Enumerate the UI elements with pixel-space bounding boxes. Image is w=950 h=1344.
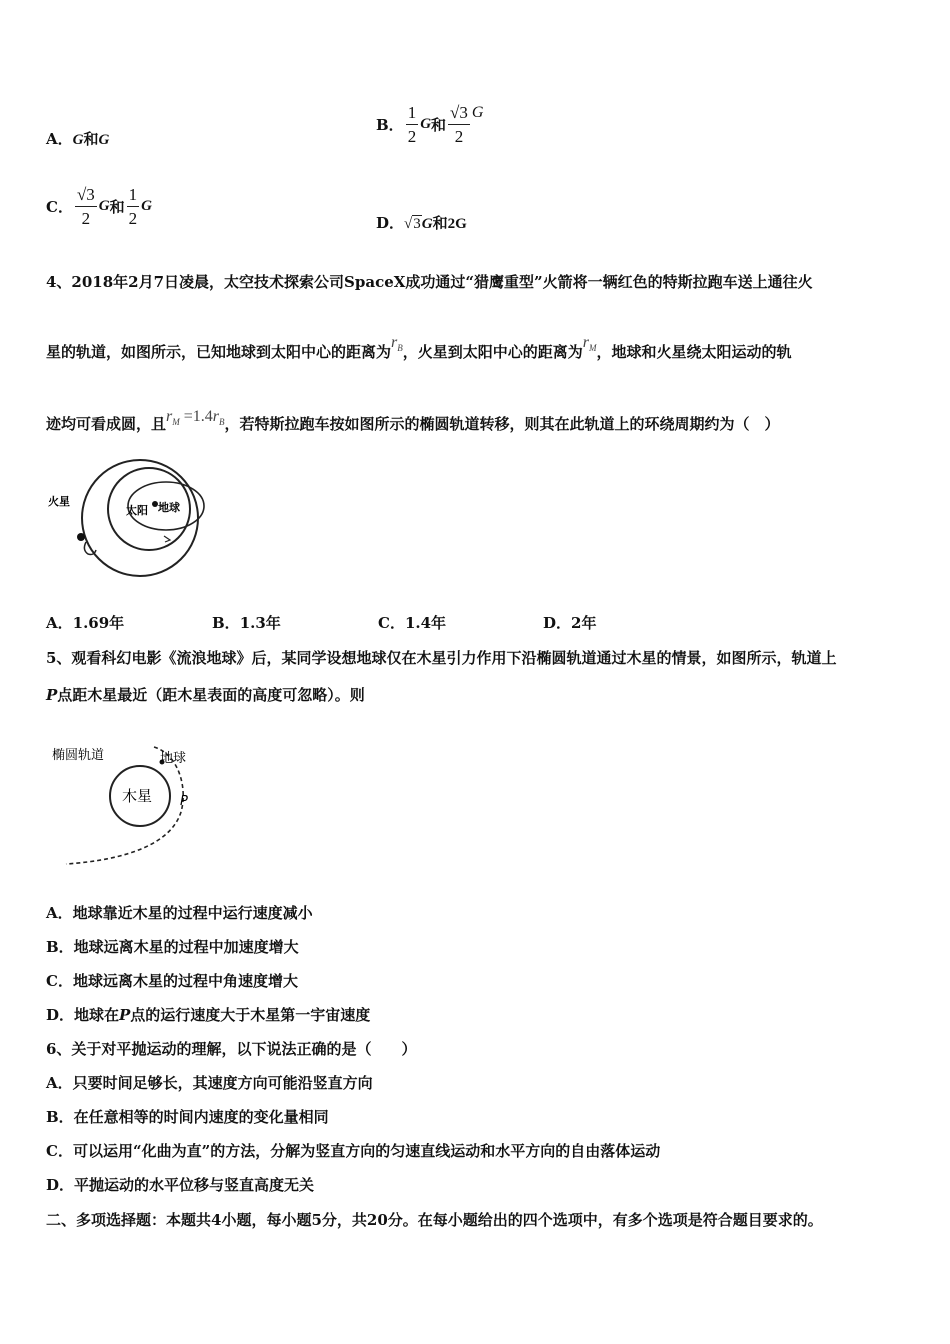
q3-option-d: D．√3G和2G [376, 214, 467, 232]
q6-stem: 6、关于对平抛运动的理解，以下说法正确的是（ ） [46, 1040, 417, 1058]
equation-rm-rb: $r_M =1.4r_B$ [166, 408, 225, 428]
symbol-rb: $r_B$ [391, 334, 403, 354]
q3-option-a: A．G和G [46, 130, 110, 148]
q5-stem-line2: P点距木星最近（距木星表面的高度可忽略）。则 [46, 686, 365, 704]
q6-option-b: B．在任意相等的时间内速度的变化量相同 [46, 1108, 329, 1126]
label-orbit: 椭圆轨道 [52, 748, 105, 763]
orbit-figure [46, 458, 206, 583]
q4-option-a: A．1.69年 [46, 614, 125, 632]
q5-option-b: B．地球远离木星的过程中加速度增大 [46, 938, 299, 956]
q6-option-a: A．只要时间足够长，其速度方向可能沿竖直方向 [46, 1074, 373, 1092]
q4-stem-line1: 4、2018年2月7日凌晨，太空技术探索公司SpaceX成功通过“猎鹰重型”火箭将一辆红色的特斯拉跑车送上通往火 [46, 273, 813, 291]
jupiter-figure [46, 732, 206, 872]
q4-option-d: D．2年 [543, 614, 597, 632]
q5-option-c: C．地球远离木星的过程中角速度增大 [46, 972, 298, 990]
section-heading: 二、多项选择题：本题共4小题，每小题5分，共20分。在每小题给出的四个选项中，有多个选项是符合题目要求的。 [46, 1211, 823, 1229]
q5-stem-line1: 5、观看科幻电影《流浪地球》后，某同学设想地球仅在木星引力作用下沿椭圆轨道通过木星的情景，如图所示，轨道上 [46, 649, 837, 667]
arrow-mark [164, 536, 170, 542]
q4-stem-line3: 迹均可看成圆，且$r_M =1.4r_B$，若特斯拉跑车按如图所示的椭圆轨道转移，则其在此轨道上的环绕周期约为（ ） [46, 408, 780, 433]
symbol-rm: $r_M$ [582, 334, 597, 354]
q5-option-d: D．地球在P点的运行速度大于木星第一宇宙速度 [46, 1006, 371, 1024]
q6-option-c: C．可以运用“化曲为直”的方法，分解为竖直方向的匀速直线运动和水平方向的自由落体运动 [46, 1142, 661, 1160]
label-earth: 地球 [158, 501, 180, 514]
q3-option-b: B． $\frac{1}{2}$ G和 $\frac{√3}{2}$ G [376, 103, 484, 146]
label-sun: 太阳 [126, 504, 148, 517]
label-jupiter: 木星 [122, 787, 153, 805]
q4-option-b: B．1.3年 [212, 614, 281, 632]
label-p: P [180, 794, 188, 809]
mars-orbit [82, 460, 198, 576]
q4-stem-line2: 星的轨道，如图所示，已知地球到太阳中心的距离为$r_B$，火星到太阳中心的距离为$r_M$，地球和火星绕太阳运动的轨 [46, 334, 792, 361]
q4-option-c: C．1.4年 [378, 614, 447, 632]
label-earth: 地球 [160, 751, 187, 766]
q6-option-d: D．平抛运动的水平位移与竖直高度无关 [46, 1176, 315, 1194]
mars-dot [77, 533, 85, 541]
label-mars: 火星 [48, 495, 70, 508]
q3-option-c: C． $\frac{√3}{2}$ G和 $\frac{1}{2}$ G [46, 185, 152, 228]
q5-option-a: A．地球靠近木星的过程中运行速度减小 [46, 904, 313, 922]
